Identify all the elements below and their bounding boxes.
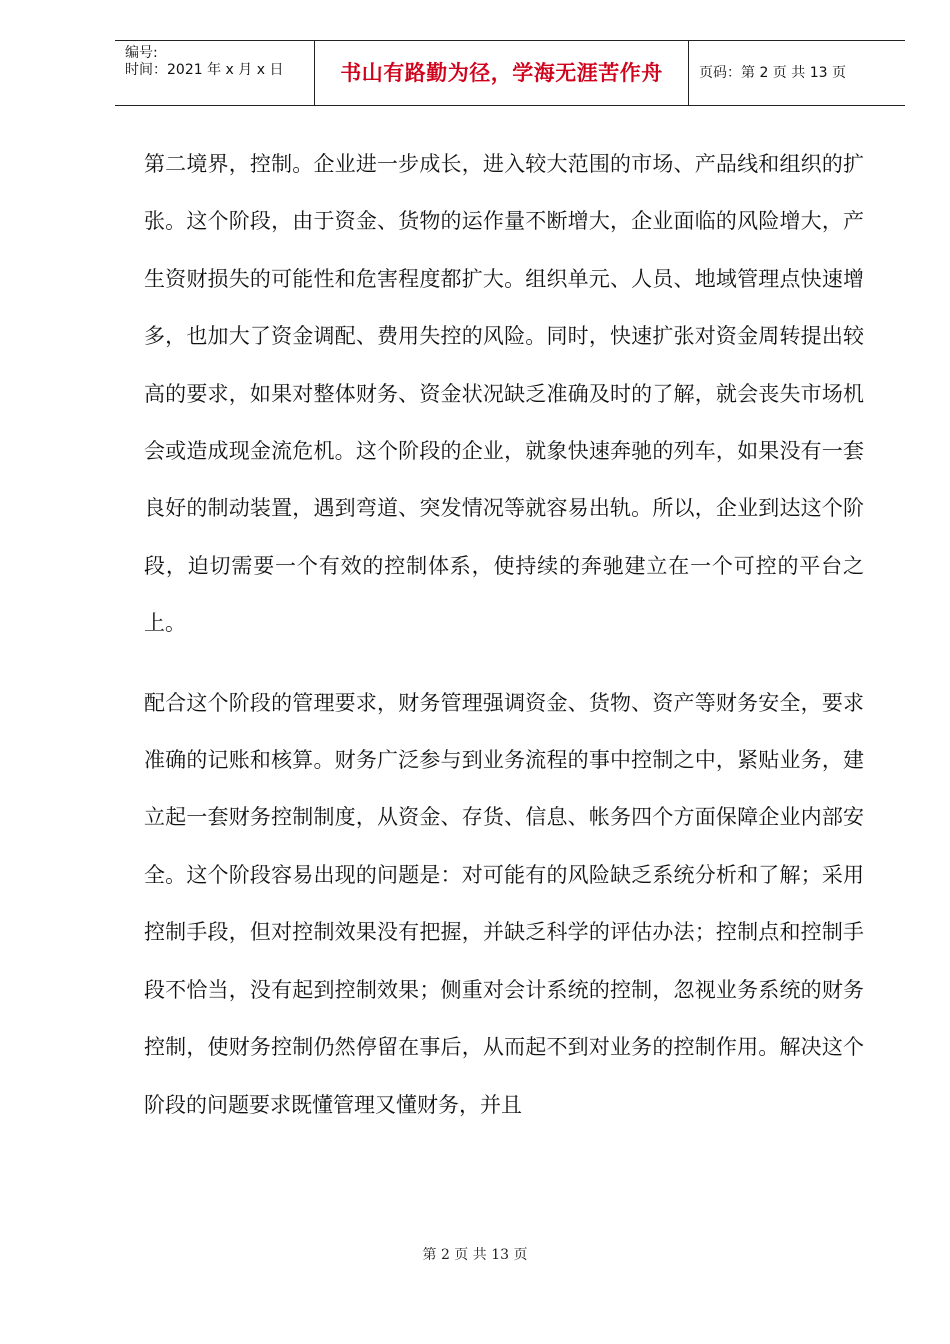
header-motto: 书山有路勤为径，学海无涯苦作舟 <box>315 41 689 105</box>
serial-number-label: 编号: <box>125 45 158 61</box>
header-page-info: 页码：第 2 页 共 13 页 <box>699 65 846 81</box>
paragraph: 第二境界，控制。企业进一步成长，进入较大范围的市场、产品线和组织的扩张。这个阶段，由于资金、货物的运作量不断增大，企业面临的风险增大，产生资财损失的可能性和危害程度都扩大。组织单元、人员、地域管理点快速增多，也加大了资金调配、费用失控的风险。同时，快速扩张对资金周转提出较高的要求，如果对整体财务、资金状况缺乏准确及时的了解，就会丧失市场机会或造成现金流危机。这个阶段的企业，就象快速奔驰的列车，如果没有一套良好的制动装置，遇到弯道、突发情况等就容易出轨。所以，企业到达这个阶段，迫切需要一个有效的控制体系，使持续的奔驰建立在一个可控的平台之上。 <box>144 152 864 636</box>
date-label: 时间：2021 年 x 月 x 日 <box>125 62 284 78</box>
paragraph: 配合这个阶段的管理要求，财务管理强调资金、货物、资产等财务安全，要求准确的记账和核算。财务广泛参与到业务流程的事中控制之中，紧贴业务，建立起一套财务控制制度，从资金、存货、信息、帐务四个方面保障企业内部安全。这个阶段容易出现的问题是：对可能有的风险缺乏系统分析和了解；采用控制手段，但对控制效果没有把握，并缺乏科学的评估办法；控制点和控制手段不恰当，没有起到控制效果；侧重对会计系统的控制，忽视业务系统的财务控制，使财务控制仍然停留在事后，从而起不到对业务的控制作用。解决这个阶段的问题要求既懂管理又懂财务，并且 <box>144 690 864 1117</box>
page-header <box>115 40 905 106</box>
page-footer: 第 2 页 共 13 页 <box>422 1247 528 1263</box>
header-meta <box>115 41 315 105</box>
body-content <box>144 136 864 1134</box>
